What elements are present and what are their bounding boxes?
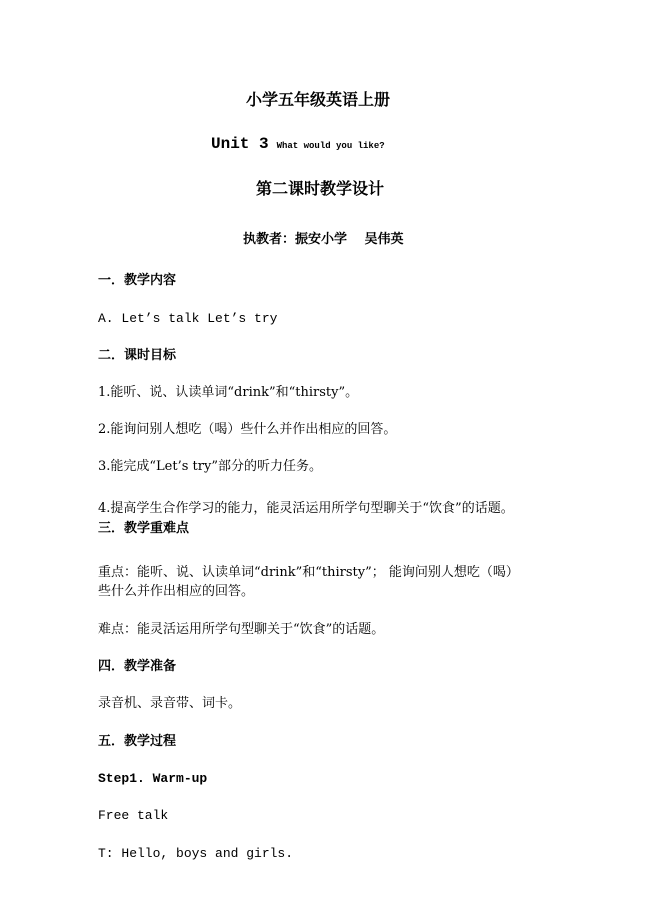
lesson-subtitle: 第二课时教学设计 bbox=[256, 179, 385, 198]
unit-title: What would you like? bbox=[276, 141, 385, 151]
goal-4: 4.提高学生合作学习的能力，能灵活运用所学句型聊关于“饮食”的话题。 bbox=[98, 501, 514, 516]
section-5-heading: 五．教学过程 bbox=[98, 734, 177, 749]
goal-2: 2.能询问别人想吃（喝）些什么并作出相应的回答。 bbox=[98, 422, 397, 437]
goal-3: 3.能完成“Let’s try”部分的听力任务。 bbox=[98, 459, 322, 474]
key-point-line-1: 重点：能听、说、认读单词“drink”和“thirsty”； 能询问别人想吃（喝） bbox=[98, 565, 519, 580]
key-point-line-2: 些什么并作出相应的回答。 bbox=[98, 584, 255, 599]
section-1-heading: 一．教学内容 bbox=[98, 273, 177, 288]
section-1-content: A. Let’s talk Let’s try bbox=[98, 311, 278, 326]
author-line: 执教者：振安小学 吴伟英 bbox=[243, 232, 404, 247]
section-3-heading: 三．教学重难点 bbox=[98, 521, 190, 536]
section-4-heading: 四．教学准备 bbox=[98, 659, 177, 674]
teacher-line: T: Hello, boys and girls. bbox=[98, 846, 294, 861]
unit-heading bbox=[211, 135, 385, 155]
step-1-heading: Step1. Warm-up bbox=[98, 771, 208, 786]
free-talk-line: Free talk bbox=[98, 808, 169, 823]
unit-number: Unit 3 bbox=[211, 135, 269, 153]
section-4-content: 录音机、录音带、词卡。 bbox=[98, 696, 242, 711]
difficult-point: 难点：能灵活运用所学句型聊关于“饮食”的话题。 bbox=[98, 622, 385, 637]
goal-1: 1.能听、说、认读单词“drink”和“thirsty”。 bbox=[98, 385, 359, 400]
section-2-heading: 二．课时目标 bbox=[98, 348, 177, 363]
doc-title: 小学五年级英语上册 bbox=[246, 90, 391, 109]
